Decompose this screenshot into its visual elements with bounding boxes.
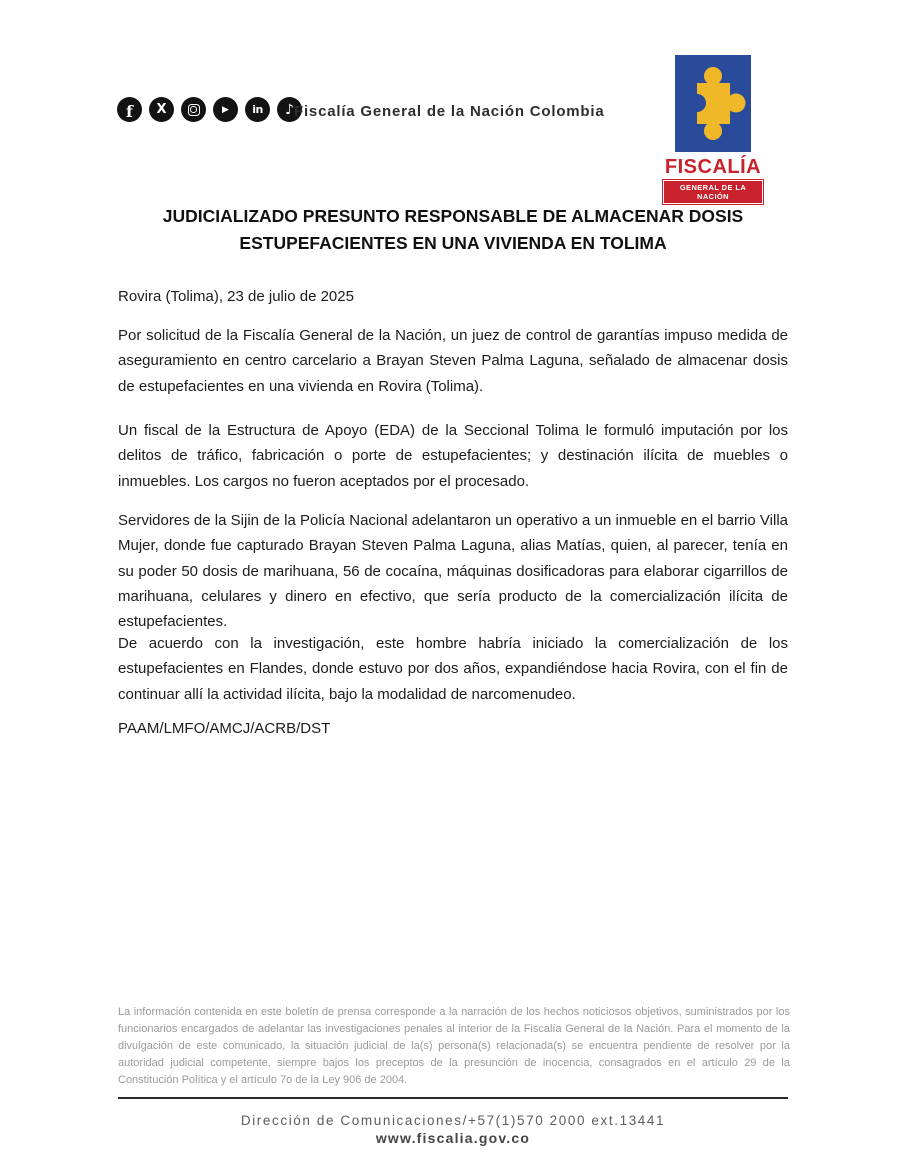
footer-website: www.fiscalia.gov.co [375,1130,531,1146]
page-title [118,203,788,257]
facebook-glyph: f [126,101,133,121]
x-icon[interactable] [149,97,174,122]
youtube-glyph: ▶ [222,104,229,115]
footer-contact: Dirección de Comunicaciones/+57(1)570 2000 ext.13441 [240,1113,666,1128]
title-line-2: ESTUPEFACIENTES EN UNA VIVIENDA EN TOLIMA [239,233,667,253]
fiscalia-logo [663,55,763,204]
youtube-icon[interactable] [213,97,238,122]
linkedin-icon[interactable] [245,97,270,122]
footer-divider [118,1097,788,1099]
facebook-icon[interactable] [117,97,142,122]
logo-wordmark: FISCALÍA [664,156,762,178]
brand-text: Fiscalía General de la Nación Colombia [294,103,605,120]
puzzle-piece-icon [675,55,751,152]
social-icons-row [117,97,302,122]
linkedin-glyph: in [252,103,263,116]
logo-banner: GENERAL DE LA NACIÓN [663,180,763,204]
title-line-1: JUDICIALIZADO PRESUNTO RESPONSABLE DE ALMACENAR DOSIS [162,206,744,226]
signature-code: PAAM/LMFO/AMCJ/ACRB/DST [118,720,331,737]
legal-disclaimer: La información contenida en este boletín de prensa corresponde a la narración de los hechos noticiosos objetivos, suministrados por los funcionarios encargados de adelantar las investigaciones penales al interior de la Fiscalía General de la Nación. Para el momento de la divulgación de este comunicado, la situación judicial de la(s) persona(s) relacionada(s) se encuentra pendiente de resolver por la autoridad judicial competente, siempre bajos los preceptos de la presunción de inocencia, consagrados en el artículo 29 de la Constitución Política y el artículo 7o de la Ley 906 de 2004. [118,1006,790,1086]
instagram-icon[interactable] [181,97,206,122]
logo-blue-square [675,55,751,152]
x-glyph: X [156,102,167,117]
paragraph-3: Servidores de la Sijin de la Policía Nacional adelantaron un operativo a un inmueble en el barrio Villa Mujer, donde fue capturado Brayan Steven Palma Laguna, alias Matías, quien, al parecer, tenía en su poder 50 dosis de marihuana, 56 de cocaína, máquinas dosificadoras para elaborar cigarrillos de marihuana, celulares y dinero en efectivo, que sería producto de la comercialización ilícita de estupefacientes. [118,512,788,631]
paragraph-4: De acuerdo con la investigación, este hombre habría iniciado la comercialización de los estupefacientes en Flandes, donde estuvo por dos años, expandiéndose hacia Rovira, con el fin de continuar allí la actividad ilícita, bajo la modalidad de narcomenudeo. [118,635,788,703]
tiktok-glyph: ♪ [285,101,294,118]
paragraph-1: Por solicitud de la Fiscalía General de la Nación, un juez de control de garantías impuso medida de aseguramiento en centro carcelario a Brayan Steven Palma Laguna, señalado de almacenar dosis de estupefacientes en una vivienda en Rovira (Tolima). [118,327,788,395]
instagram-glyph [188,104,200,116]
paragraph-2: Un fiscal de la Estructura de Apoyo (EDA) de la Seccional Tolima le formuló imputación por los delitos de tráfico, fabricación o porte de estupefacientes; y destinación ilícita de muebles o inmuebles. Los cargos no fueron aceptados por el procesado. [118,422,788,490]
dateline: Rovira (Tolima), 23 de julio de 2025 [118,288,354,305]
